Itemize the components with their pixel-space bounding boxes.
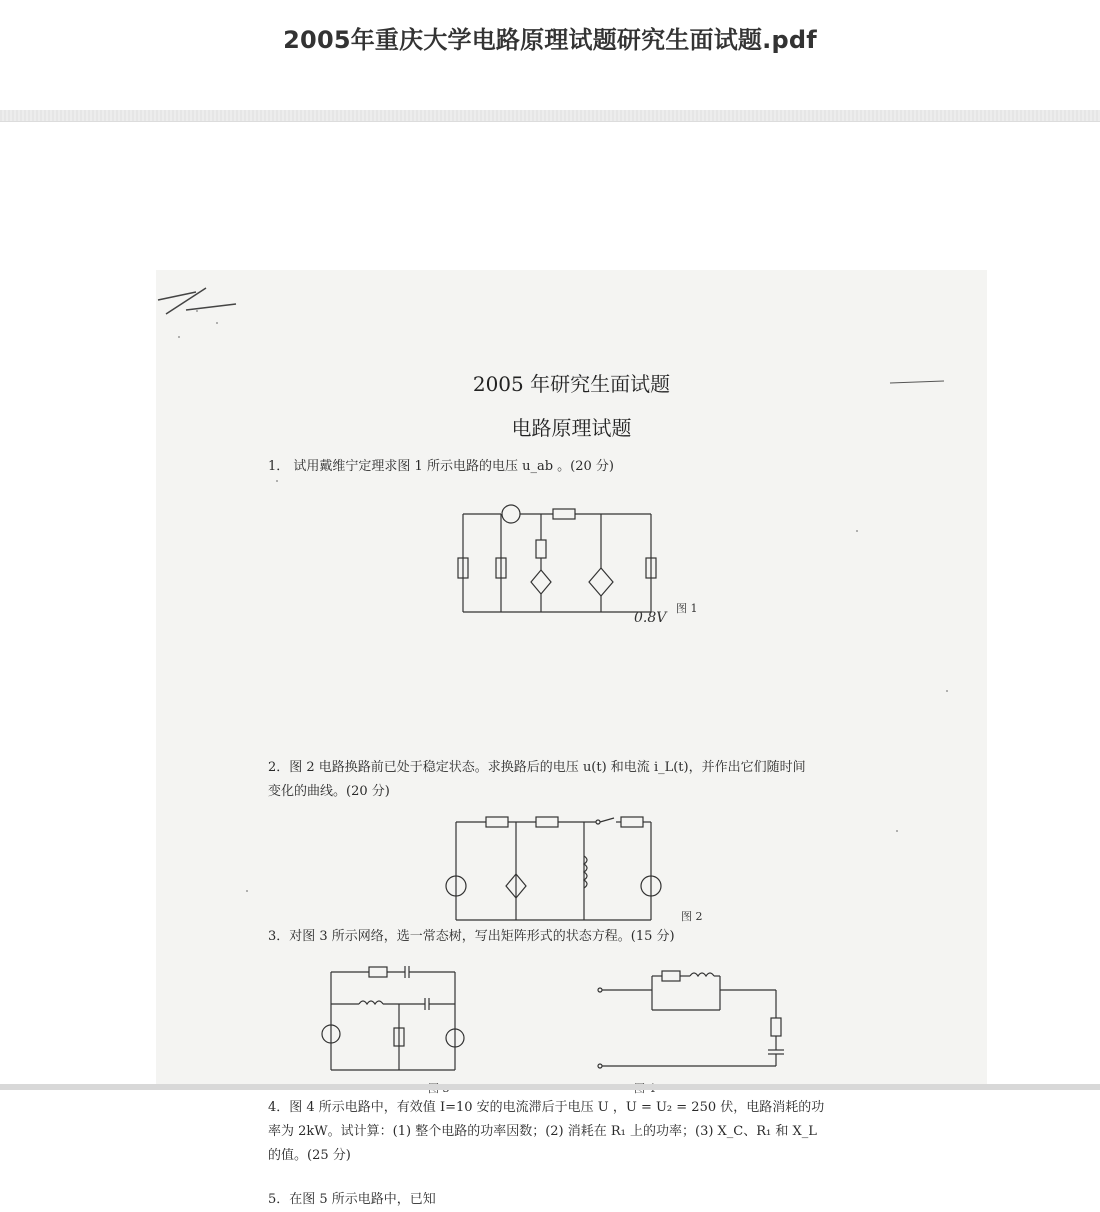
page-subheading: 电路原理试题 [511, 416, 632, 440]
figure-2-caption: 图 2 [681, 910, 703, 923]
question-4-line-2: 率为 2kW。试计算：(1) 整个电路的功率因数；(2) 消耗在 R₁ 上的功率；(3) X_C、R₁ 和 X_L [268, 1124, 817, 1139]
scan-speck [276, 480, 278, 482]
figure-4-circuit [596, 970, 826, 1070]
corner-scribble [156, 270, 246, 330]
page-heading: 2005 年研究生面试题 [472, 372, 671, 396]
figure-1-caption: 图 1 [676, 602, 698, 615]
scan-speck [946, 690, 948, 692]
scan-speck [856, 530, 858, 532]
document-viewer[interactable] [0, 122, 1100, 1207]
document-title-bar [0, 0, 1100, 110]
toolbar-separator [0, 110, 1100, 122]
document-title: 2005年重庆大学电路原理试题研究生面试题.pdf [283, 26, 817, 54]
handwritten-answer: 0.8V [634, 610, 667, 626]
question-2-line-1: 2．图 2 电路换路前已处于稳定状态。求换路后的电压 u(t) 和电流 i_L(t)，并作出它们随时间 [268, 760, 806, 775]
question-2-line-2: 变化的曲线。(20 分) [268, 784, 390, 799]
scan-speck [178, 336, 180, 338]
viewer-bottom-edge [0, 1084, 1100, 1090]
figure-2-circuit [456, 816, 696, 926]
scan-speck [896, 830, 898, 832]
scanned-page [156, 270, 987, 1207]
figure-3-circuit [329, 966, 469, 1076]
figure-1-circuit [441, 500, 681, 600]
question-4-line-3: 的值。(25 分) [268, 1148, 351, 1163]
question-4-line-1: 4．图 4 所示电路中，有效值 I=10 安的电流滞后于电压 U ，U = U₂ = 250 伏，电路消耗的功 [268, 1100, 825, 1115]
question-3: 3．对图 3 所示网络，选一常态树，写出矩阵形式的状态方程。(15 分) [268, 929, 675, 944]
question-5: 5．在图 5 所示电路中，已知 [268, 1192, 436, 1207]
scan-speck [246, 890, 248, 892]
question-1: 1． 试用戴维宁定理求图 1 所示电路的电压 u_ab 。(20 分) [268, 459, 614, 474]
